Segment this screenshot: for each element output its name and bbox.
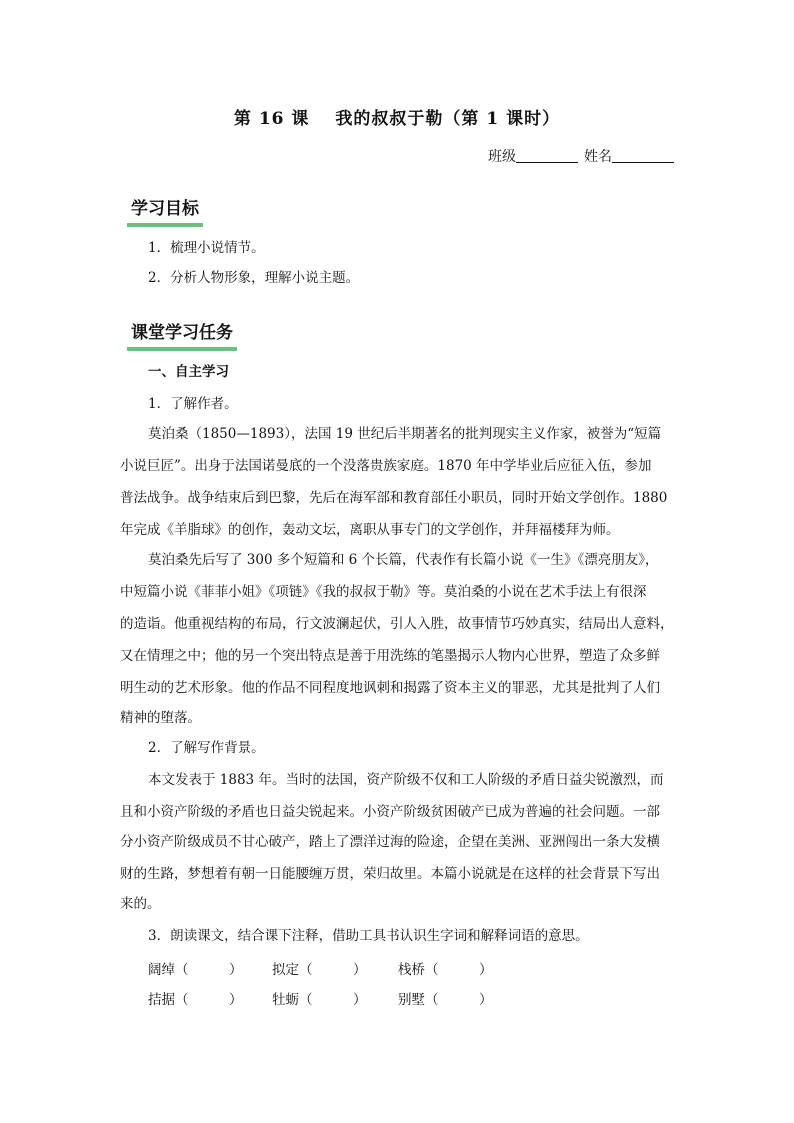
student-info-line (488, 146, 674, 166)
lesson-number: 第 16 课 (233, 109, 310, 129)
objectives-heading: 学习目标 (127, 194, 203, 227)
question-2: 2．了解写作背景。 (148, 740, 265, 756)
vocab-item[interactable]: 阔绰（ ） (148, 962, 243, 978)
background-paragraph-line: 财的生路，梦想着有朝一日能腰缠万贯，荣归故里。本篇小说就是在这样的社会背景下写出 (120, 866, 660, 882)
page-title (0, 104, 794, 129)
background-paragraph-line: 本文发表于 1883 年。当时的法国，资产阶级不仅和工人阶级的矛盾日益尖锐激烈，而 (148, 772, 664, 788)
class-label: 班级 (488, 149, 516, 165)
background-paragraph-line: 来的。 (120, 896, 161, 912)
works-paragraph-line: 又在情理之中；他的另一个突出特点是善于用洗练的笔墨揭示人物内心世界，塑造了众多鲜 (120, 648, 660, 664)
objective-item: 2．分析人物形象，理解小说主题。 (148, 270, 360, 286)
class-blank[interactable] (516, 148, 578, 163)
name-blank[interactable] (612, 148, 674, 163)
author-paragraph-line: 小说巨匠”。出身于法国诺曼底的一个没落贵族家庭。1870 年中学毕业后应征入伍，参加 (120, 458, 652, 474)
vocab-item[interactable]: 拟定（ ） (272, 962, 367, 978)
author-paragraph-line: 莫泊桑（1850—1893），法国 19 世纪后半期著名的批判现实主义作家，被誉为“短篇 (148, 426, 662, 442)
works-paragraph-line: 莫泊桑先后写了 300 多个短篇和 6 个长篇，代表作有长篇小说《一生》《漂亮朋友》， (148, 552, 659, 568)
question-3: 3．朗读课文，结合课下注释，借助工具书认识生字词和解释词语的意思。 (148, 928, 589, 944)
name-label: 姓名 (584, 149, 612, 165)
vocab-item[interactable]: 别墅（ ） (398, 992, 493, 1008)
objective-item: 1．梳理小说情节。 (148, 240, 265, 256)
question-1: 1．了解作者。 (148, 396, 238, 412)
author-paragraph-line: 普法战争。战争结束后到巴黎，先后在海军部和教育部任小职员，同时开始文学创作。1880 (120, 490, 668, 506)
vocab-item[interactable]: 牡蛎（ ） (272, 992, 367, 1008)
vocab-item[interactable]: 栈桥（ ） (398, 962, 493, 978)
tasks-heading: 课堂学习任务 (127, 318, 237, 351)
vocab-item[interactable]: 拮据（ ） (148, 992, 243, 1008)
background-paragraph-line: 分小资产阶级成员不甘心破产，踏上了漂洋过海的险途，企望在美洲、亚洲闯出一条大发横 (120, 834, 660, 850)
works-paragraph-line: 中短篇小说《菲菲小姐》《项链》《我的叔叔于勒》等。莫泊桑的小说在艺术手法上有很深 (120, 584, 647, 600)
background-paragraph-line: 且和小资产阶级的矛盾也日益尖锐起来。小资产阶级贫困破产已成为普遍的社会问题。一部 (120, 804, 660, 820)
author-paragraph-line: 年完成《羊脂球》的创作，轰动文坛，离职从事专门的文学创作，并拜福楼拜为师。 (120, 522, 620, 538)
self-study-heading: 一、自主学习 (148, 364, 229, 380)
works-paragraph-line: 明生动的艺术形象。他的作品不同程度地讽刺和揭露了资本主义的罪恶，尤其是批判了人们 (120, 680, 660, 696)
lesson-title: 我的叔叔于勒（第 1 课时） (335, 109, 561, 129)
works-paragraph-line: 的造诣。他重视结构的布局，行文波澜起伏，引人入胜，故事情节巧妙真实，结局出人意料， (120, 616, 674, 632)
works-paragraph-line: 精神的堕落。 (120, 710, 201, 726)
